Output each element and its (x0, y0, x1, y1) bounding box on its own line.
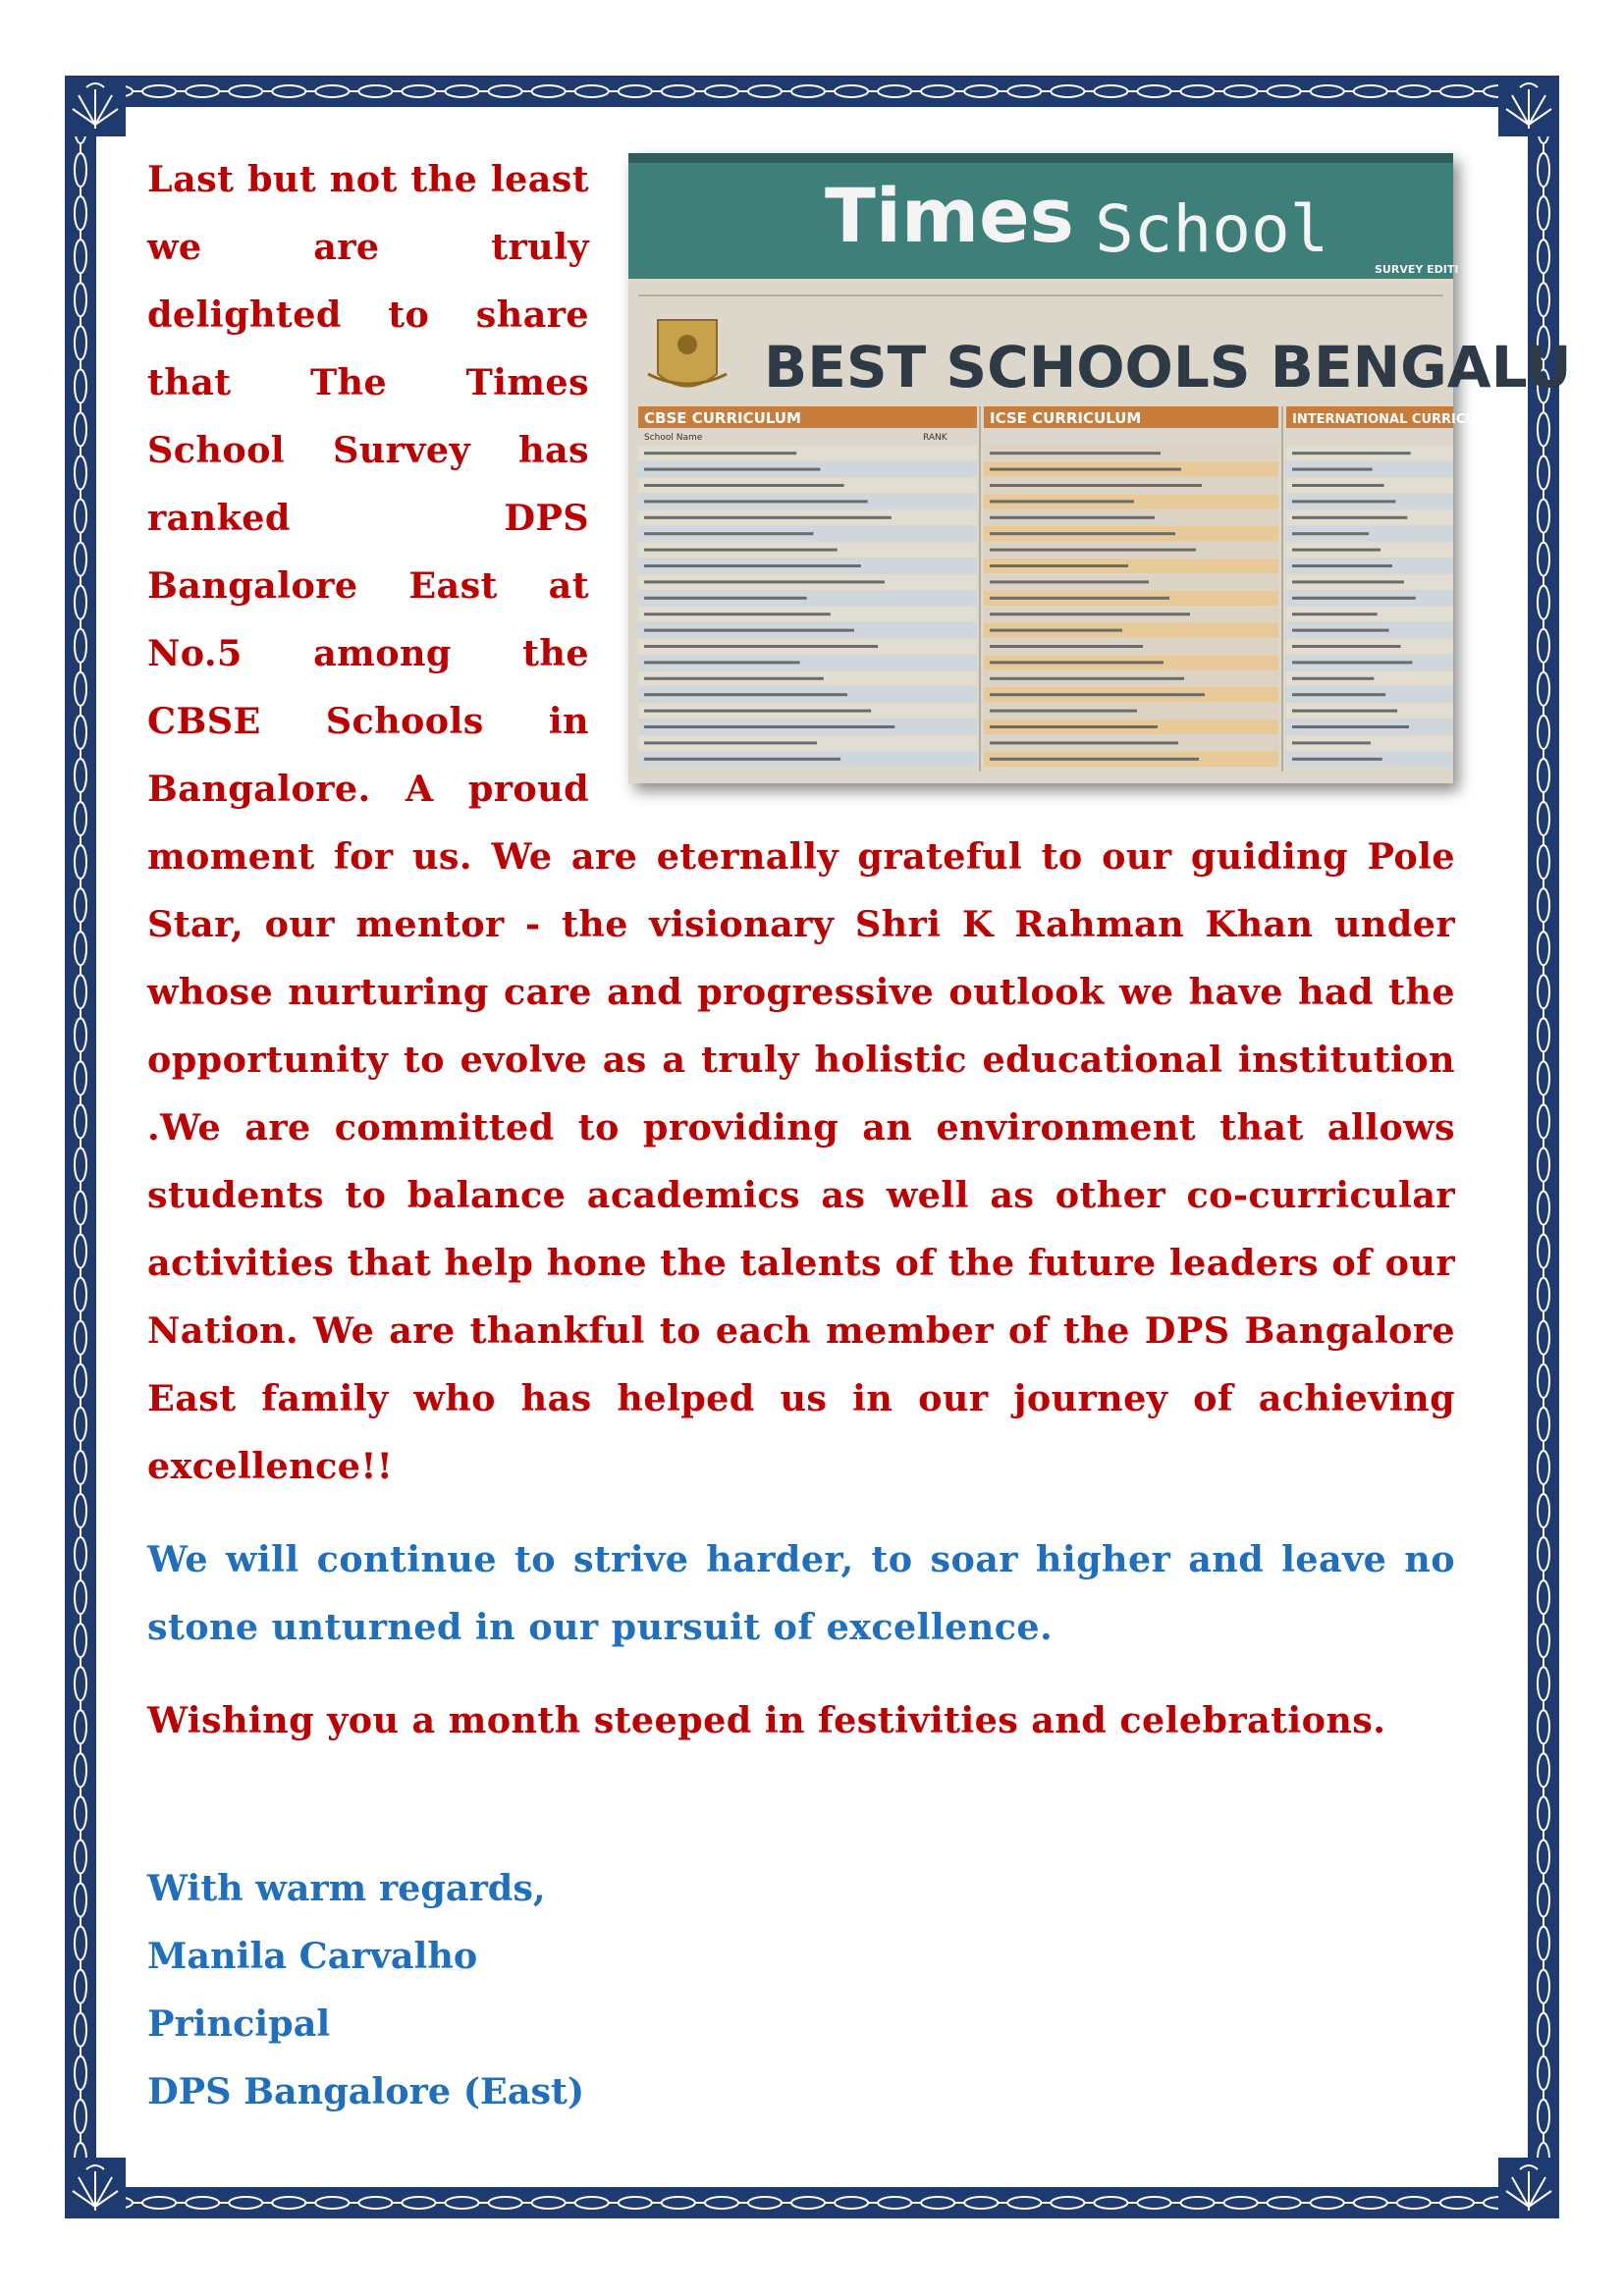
paragraph-ranking-announcement: Last but not the least we are truly delighted to share that The Times School Survey has ranked DPS Bangalore East at No.5 among the CBSE Schools in Bangalore. A proud moment for us. We are eternally grateful to our guiding Pole Star, our mentor - the visionary Shri K Rahman Khan under whose nurturing care and progressive outlook we have had the opportunity to evolve as a truly holistic educational institution .We are committed to providing an environment that allows students to balance academics as well as other co-curricular activities that help hone the talents of the future leaders of our Nation. We are thankful to each member of the DPS Bangalore East family who has helped us in our journey of achieving excellence!! (147, 158, 1455, 1487)
table-row-text (1292, 645, 1401, 648)
survey-tag: SURVEY EDITI (1375, 263, 1459, 276)
corner-ornament-icon (65, 76, 126, 136)
corner-ornament-icon (1498, 2158, 1559, 2218)
table-row-text (990, 500, 1134, 503)
rank-header: RANK (923, 433, 947, 443)
crest-icon (648, 320, 727, 387)
column-header-icse: ICSE CURRICULUM (990, 409, 1142, 427)
paragraph-commitment: We will continue to strive harder, to soar higher and leave no stone unturned in our pursuit of excellence. (147, 1538, 1455, 1648)
masthead-times: Times (825, 172, 1074, 259)
border-left (65, 105, 96, 2189)
table-row-text (990, 693, 1205, 696)
newspaper-clipping-image (628, 153, 1572, 783)
border-top-pattern (94, 76, 1530, 107)
table-row-text (1292, 484, 1384, 487)
table-row-text (990, 564, 1128, 567)
table-row-text (990, 484, 1202, 487)
table-row-text (644, 677, 824, 680)
column-header-cbse: CBSE CURRICULUM (644, 409, 801, 427)
table-row-text (1292, 500, 1395, 503)
masthead-school: School (1095, 191, 1329, 267)
table-row-text (990, 741, 1178, 744)
table-row-text (1292, 661, 1412, 664)
table-row-text (990, 580, 1149, 583)
table-row-text (1292, 613, 1378, 615)
table-row-text (990, 661, 1164, 664)
table-row-text (990, 468, 1181, 471)
table-row-text (1292, 725, 1409, 728)
corner-ornament-icon (1498, 76, 1559, 136)
table-row-text (990, 710, 1137, 713)
table-row-text (644, 661, 800, 664)
column-header-international: INTERNATIONAL CURRICU (1292, 412, 1476, 427)
table-row-text (644, 645, 878, 648)
corner-ornament-icon (65, 2158, 126, 2218)
table-row-text (1292, 452, 1411, 454)
signoff-closing: With warm regards, (147, 1867, 546, 1909)
table-row-text (1292, 516, 1407, 519)
table-row-text (990, 613, 1190, 615)
table-row-text (1292, 564, 1392, 567)
table-row-text (644, 758, 840, 761)
table-row-text (1292, 597, 1416, 600)
table-row-text (644, 725, 894, 728)
table-row-text (644, 597, 807, 600)
table-row-text (1292, 580, 1404, 583)
table-row-text (644, 580, 885, 583)
table-row-text (644, 693, 847, 696)
table-row-text (1292, 629, 1389, 632)
signoff-block (147, 1854, 1455, 2125)
table-row-text (1292, 741, 1371, 744)
table-row-text (644, 452, 796, 454)
table-row-text (1292, 710, 1397, 713)
table-row-text (990, 532, 1175, 535)
signoff-school: DPS Bangalore (East) (147, 2070, 585, 2112)
newspaper-figure (628, 153, 1572, 791)
school-name-header: School Name (644, 433, 703, 443)
signoff-title: Principal (147, 2002, 331, 2045)
table-row-text (990, 758, 1199, 761)
table-row-text (644, 532, 814, 535)
table-row-text (644, 500, 868, 503)
border-left-pattern (65, 105, 96, 2189)
table-row-text (1292, 468, 1373, 471)
table-row-text (990, 549, 1196, 552)
table-row-text (644, 613, 831, 615)
table-row-text (644, 710, 871, 713)
table-row-text (644, 516, 892, 519)
table-row-text (990, 629, 1122, 632)
border-right-pattern (1528, 105, 1559, 2189)
border-top (94, 76, 1530, 107)
table-row-text (990, 597, 1169, 600)
table-row-text (644, 549, 838, 552)
table-row-text (644, 468, 820, 471)
letter-body (147, 145, 1572, 2125)
paragraph-wishes: Wishing you a month steeped in festivities and celebrations. (147, 1699, 1386, 1741)
table-row-text (1292, 758, 1382, 761)
headline: BEST SCHOOLS BENGALU (764, 334, 1572, 400)
table-row-text (990, 677, 1184, 680)
table-row-text (644, 629, 854, 632)
table-row-text (644, 564, 861, 567)
border-right (1528, 105, 1559, 2189)
border-bottom-pattern (94, 2187, 1530, 2218)
table-row-text (1292, 677, 1374, 680)
border-bottom (94, 2187, 1530, 2218)
table-row-text (990, 645, 1143, 648)
table-row-text (990, 516, 1155, 519)
table-row-text (1292, 549, 1380, 552)
table-row-text (1292, 532, 1369, 535)
table-row-text (644, 741, 817, 744)
table-row-text (1292, 693, 1385, 696)
signoff-name: Manila Carvalho (147, 1935, 478, 1977)
table-row-text (990, 725, 1158, 728)
table-row-text (644, 484, 844, 487)
table-row-text (990, 452, 1161, 454)
